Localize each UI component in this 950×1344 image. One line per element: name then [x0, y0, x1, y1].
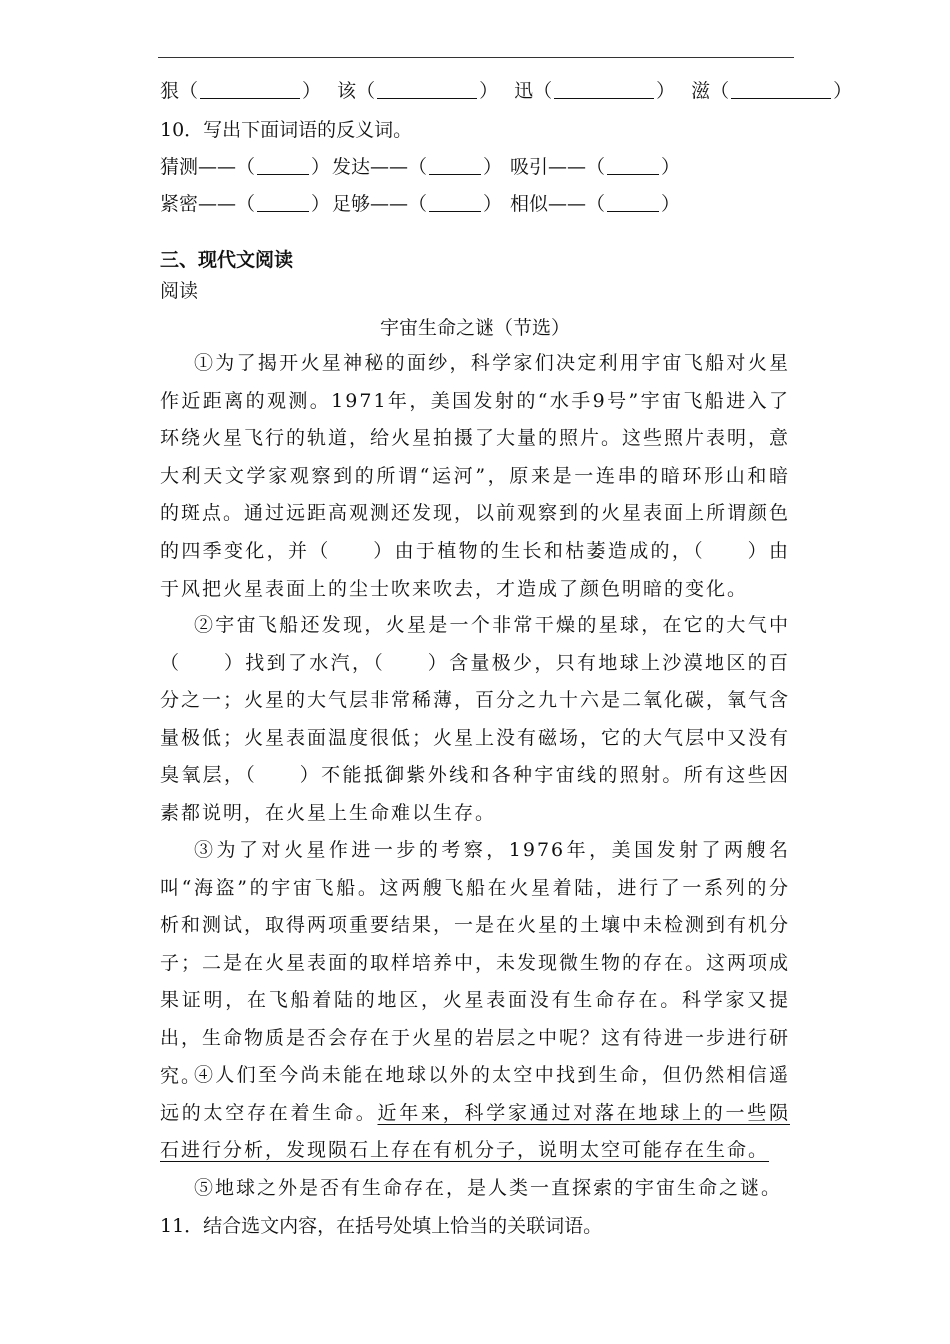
header-rule	[158, 57, 794, 58]
paragraph-4-text: ④人们至今尚未能在地球以外的太空中找到生命，但仍然相信遥远的太空存在着生命。	[160, 1064, 790, 1124]
fill-item: 该（ ）	[337, 80, 499, 102]
answer-blank[interactable]	[607, 156, 659, 175]
answer-blank[interactable]	[731, 80, 831, 99]
pinyin-fill-row	[160, 78, 852, 104]
answer-blank[interactable]	[607, 193, 659, 212]
antonym-item: 发达——（ ）	[332, 156, 503, 178]
antonym-word: 相似——	[510, 193, 587, 215]
fill-item: 狠（ ）	[160, 80, 322, 102]
paragraph-2: ②宇宙飞船还发现，火星是一个非常干燥的星球，在它的大气中（ ）找到了水汽，（ ）含量极少，只有地球上沙漠地区的百分之一；火星的大气层非常稀薄，百分之九十六是二氧化碳，氧气含量极低；火星表面温度很低；火星上没有磁场，它的大气层中又没有臭氧层，（ ）不能抵御紫外线和各种宇宙线的照射。所有这些因素都说明，在火星上生命难以生存。	[160, 614, 791, 824]
antonym-word: 发达——	[332, 156, 409, 178]
antonym-item: 猜测——（ ）	[160, 156, 331, 178]
paragraph-5: ⑤地球之外是否有生命存在，是人类一直探索的宇宙生命之谜。	[194, 1177, 783, 1199]
answer-blank[interactable]	[429, 193, 481, 212]
answer-blank[interactable]	[429, 156, 481, 175]
fill-char: 狠	[160, 80, 180, 102]
antonym-word: 足够——	[332, 193, 409, 215]
antonym-row-1	[160, 154, 680, 180]
antonym-item: 吸引——（ ）	[510, 156, 681, 178]
fill-item: 滋（ ）	[691, 80, 853, 102]
paragraph-3: ③为了对火星作进一步的考察，1976年，美国发射了两艘名叫“海盗”的宇宙飞船。这两艘飞船在火星着陆，进行了一系列的分析和测试，取得两项重要结果，一是在火星的土壤中未检测到有机分子；二是在火星表面的取样培养中，未发现微生物的存在。这两项成果证明，在飞船着陆的地区，火星表面没有生命存在。科学家又提出，生命物质是否会存在于火星的岩层之中呢？这有待进一步进行研究。	[160, 839, 791, 1087]
antonym-item: 紧密——（ ）	[160, 193, 331, 215]
paragraph-4	[160, 1057, 790, 1170]
paragraph-1: ①为了揭开火星神秘的面纱，科学家们决定利用宇宙飞船对火星作近距离的观测。1971年，美国发射的“水手9号”宇宙飞船进入了环绕火星飞行的轨道，给火星拍摄了大量的照片。这些照片表明，意大利天文学家观察到的所谓“运河”，原来是一连串的暗环形山和暗的斑点。通过远距高观测还发现，以前观察到的火星表面上所谓颜色的四季变化，并（ ）由于植物的生长和枯萎造成的，（ ）由于风把火星表面上的尘士吹来吹去，才造成了颜色明暗的变化。	[160, 352, 791, 600]
antonym-word: 紧密——	[160, 193, 237, 215]
question-10-title: 10．写出下面词语的反义词。	[160, 119, 413, 141]
underlined-sentence: 近年来，科学家通过对落在地球上的一些陨石进行分析，发现陨石上存在有机分子，说明太空可能存在生命。	[160, 1101, 790, 1162]
antonym-row-2	[160, 191, 680, 217]
antonym-item: 足够——（ ）	[332, 193, 503, 215]
question-11: 11．结合选文内容，在括号处填上恰当的关联词语。	[160, 1215, 603, 1237]
section-heading: 三、现代文阅读	[160, 249, 294, 271]
answer-blank[interactable]	[554, 80, 654, 99]
answer-blank[interactable]	[200, 80, 300, 99]
section-subheading: 阅读	[160, 280, 199, 302]
antonym-word: 猜测——	[160, 156, 237, 178]
answer-blank[interactable]	[257, 193, 309, 212]
fill-char: 该	[337, 80, 357, 102]
antonym-word: 吸引——	[510, 156, 587, 178]
answer-blank[interactable]	[377, 80, 477, 99]
fill-item: 迅（ ）	[514, 80, 676, 102]
article-title: 宇宙生命之谜（节选）	[379, 317, 570, 339]
antonym-item: 相似——（ ）	[510, 193, 681, 215]
answer-blank[interactable]	[257, 156, 309, 175]
fill-char: 迅	[514, 80, 534, 102]
fill-char: 滋	[691, 80, 711, 102]
